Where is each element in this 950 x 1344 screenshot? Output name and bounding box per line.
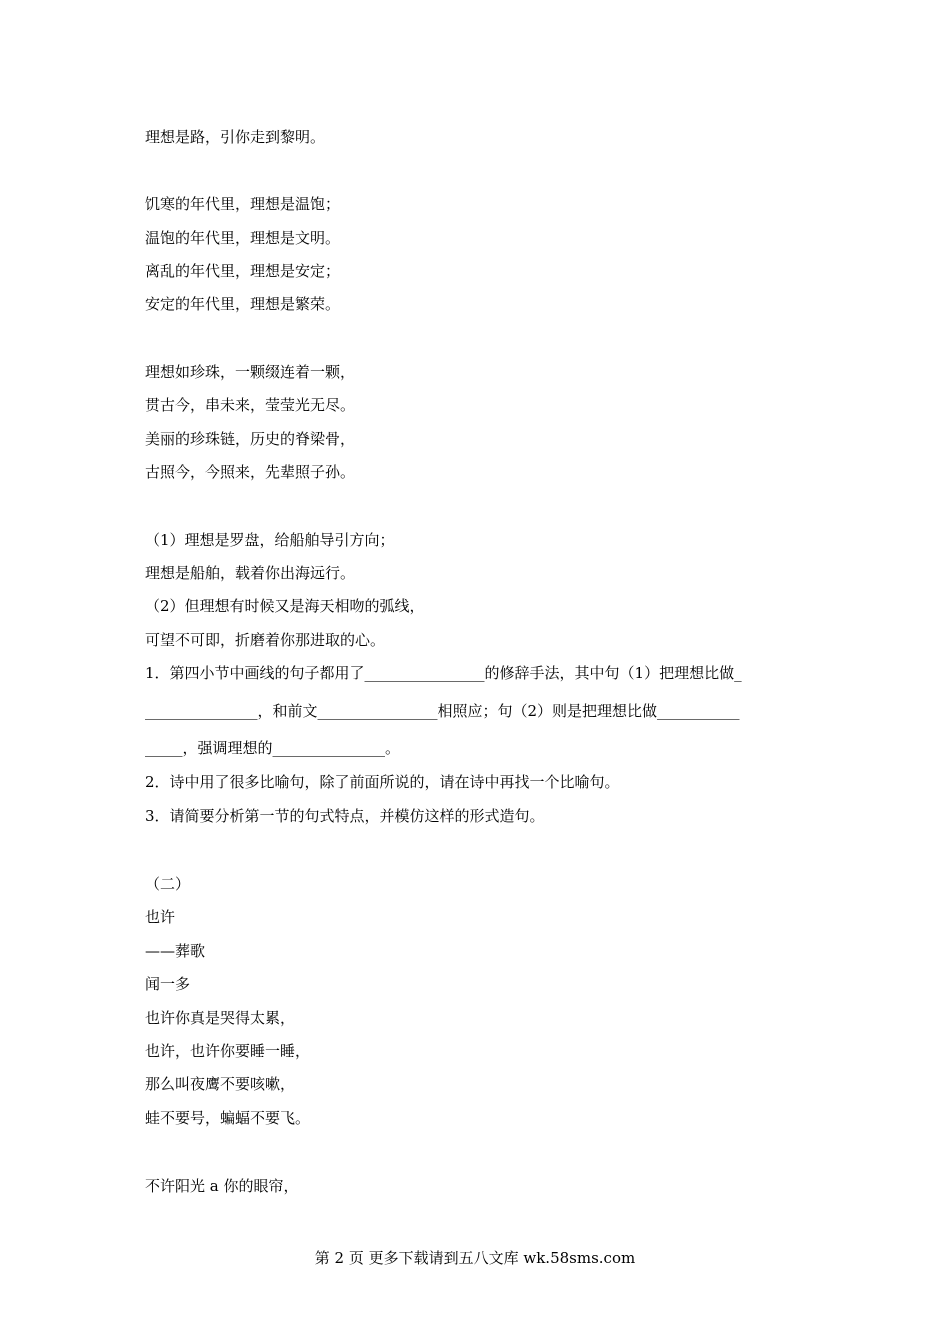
- poem-line: 离乱的年代里，理想是安定；: [145, 262, 341, 280]
- poem-subtitle: ——葬歌: [145, 942, 206, 960]
- poem-line: 美丽的珍珠链，历史的脊梁骨，: [145, 430, 356, 448]
- poem-line: 安定的年代里，理想是繁荣。: [145, 295, 341, 313]
- poem-title: 也许: [145, 908, 176, 926]
- question-1-line: _____，强调理想的_______________。: [145, 739, 401, 757]
- poem-line: 理想如珍珠，一颗缀连着一颗，: [145, 363, 356, 381]
- question-3: 3．请简要分析第一节的句式特点，并模仿这样的形式造句。: [145, 807, 545, 825]
- poem-line: （2）但理想有时候又是海天相吻的弧线，: [145, 597, 425, 615]
- poem-line: 贯古今，串未来，莹莹光无尽。: [145, 396, 356, 414]
- poem-line: 可望不可即，折磨着你那进取的心。: [145, 631, 386, 649]
- poem-line: 理想是船舶，载着你出海远行。: [145, 564, 356, 582]
- poem-line: 理想是路，引你走到黎明。: [145, 128, 326, 146]
- poem-line: 温饱的年代里，理想是文明。: [145, 229, 341, 247]
- question-2: 2．诗中用了很多比喻句，除了前面所说的，请在诗中再找一个比喻句。: [145, 773, 620, 791]
- poem-line: 也许你真是哭得太累，: [145, 1009, 296, 1027]
- page-footer: 第 2 页 更多下载请到五八文库 wk.58sms.com: [314, 1249, 636, 1267]
- poem-line: 古照今，今照来，先辈照子孙。: [145, 463, 356, 481]
- question-1-line: 1．第四小节中画线的句子都用了________________的修辞手法，其中句（1）把理想比做_: [145, 664, 742, 682]
- poem-line: 饥寒的年代里，理想是温饱；: [145, 195, 341, 213]
- poem-line: 那么叫夜鹰不要咳嗽，: [145, 1075, 296, 1093]
- question-1-line: _______________，和前文________________相照应；句（2）则是把理想比做___________: [145, 702, 740, 720]
- section-heading: （二）: [145, 875, 191, 893]
- poem-line: （1）理想是罗盘，给船舶导引方向；: [145, 531, 395, 549]
- poem-author: 闻一多: [145, 975, 191, 993]
- poem-line: 蛙不要号，蝙蝠不要飞。: [145, 1109, 311, 1127]
- poem-line: 不许阳光 a 你的眼帘，: [145, 1177, 299, 1195]
- poem-line: 也许，也许你要睡一睡，: [145, 1042, 311, 1060]
